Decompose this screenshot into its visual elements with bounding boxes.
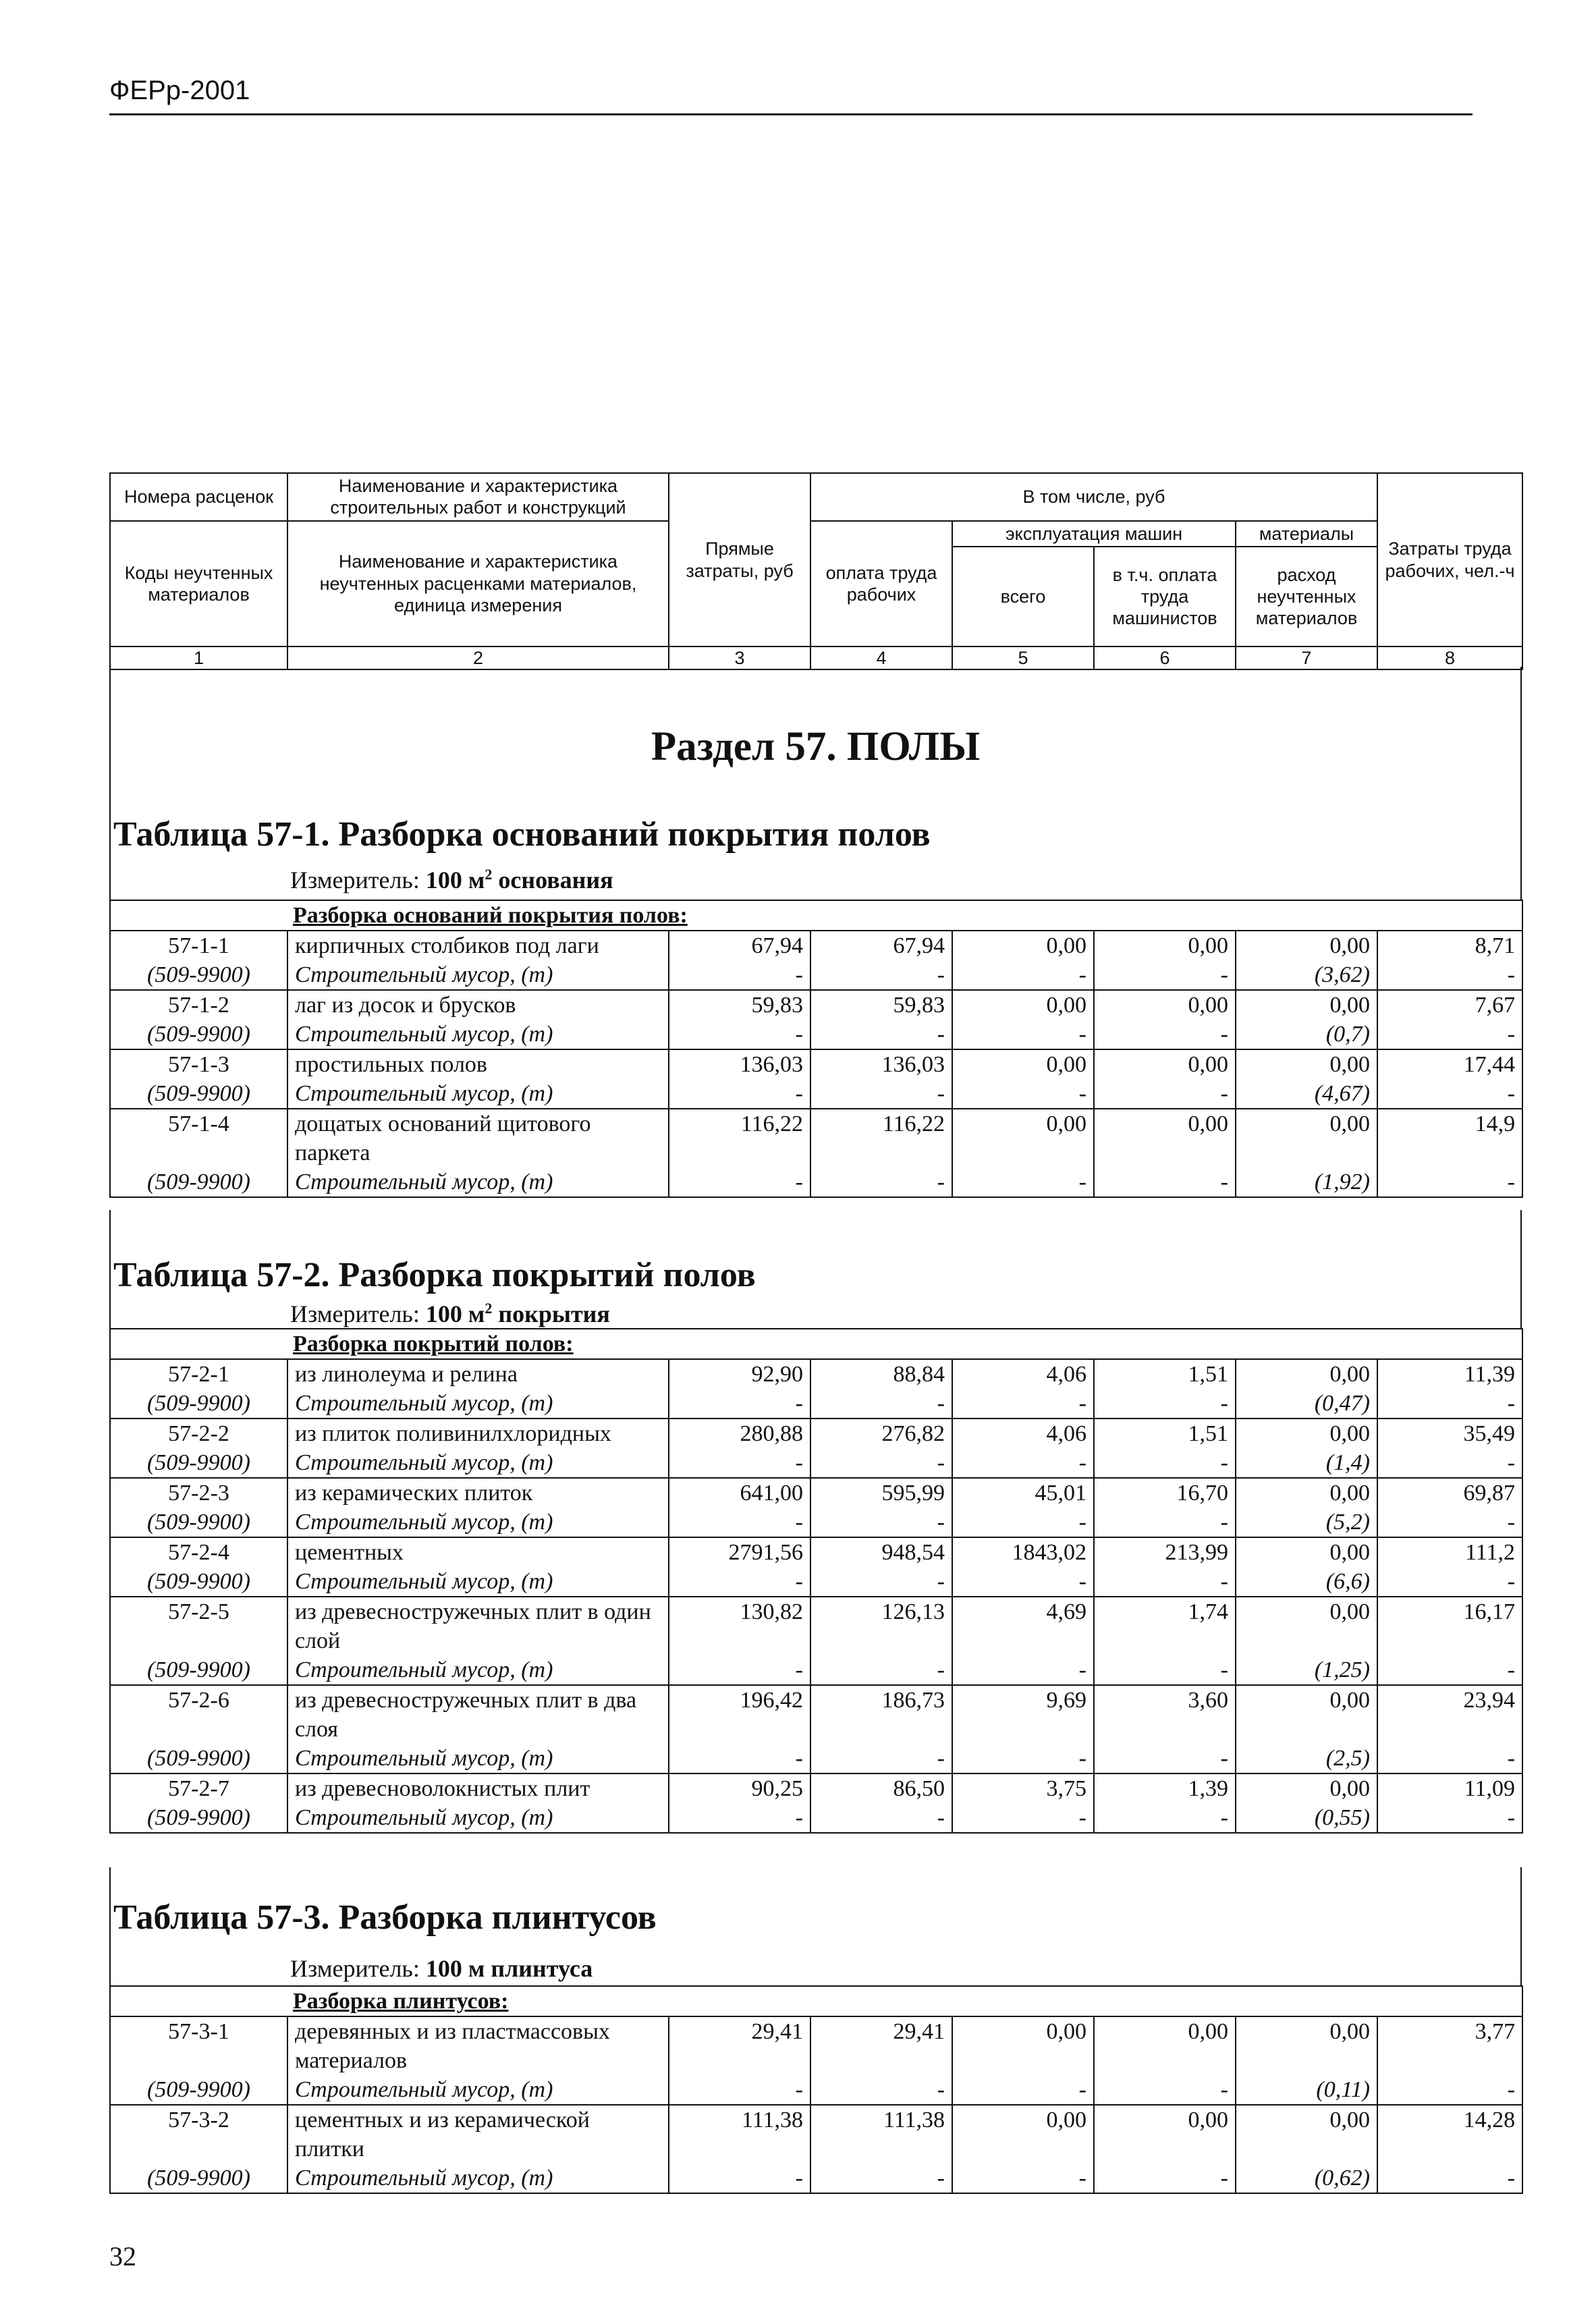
value-c6: 16,70 (1094, 1478, 1236, 1508)
material-consumption: (1,25) (1236, 1655, 1377, 1685)
meter-value: 100 м (425, 1300, 485, 1327)
material-m3: - (669, 1508, 810, 1537)
material-m5: - (952, 2164, 1094, 2193)
rate-code: 57-2-7 (110, 1773, 287, 1803)
value-c7: 0,00 (1236, 1359, 1377, 1389)
material-name: Строительный мусор, (т) (287, 1567, 669, 1597)
value-c8: 16,17 (1377, 1597, 1522, 1655)
material-m6: - (1094, 1389, 1236, 1419)
value-c4: 86,50 (810, 1773, 952, 1803)
rate-code: 57-2-3 (110, 1478, 287, 1508)
material-m8: - (1377, 1389, 1522, 1419)
material-m3: - (669, 1744, 810, 1773)
material-code: (509-9900) (110, 1167, 287, 1197)
section-frame (109, 667, 1522, 900)
value-c6: 0,00 (1094, 931, 1236, 960)
material-m8: - (1377, 960, 1522, 990)
material-row (110, 1167, 1522, 1197)
material-name: Строительный мусор, (т) (287, 1389, 669, 1419)
value-c8: 35,49 (1377, 1419, 1522, 1448)
material-m6: - (1094, 2164, 1236, 2193)
work-name: из древесностружечных плит в два слоя (287, 1685, 669, 1744)
material-m8: - (1377, 2075, 1522, 2105)
value-c7: 0,00 (1236, 2016, 1377, 2075)
value-c3: 111,38 (669, 2105, 810, 2164)
work-name: простильных полов (287, 1049, 669, 1079)
value-c6: 1,39 (1094, 1773, 1236, 1803)
material-row (110, 1803, 1522, 1833)
value-c7: 0,00 (1236, 1773, 1377, 1803)
header-col2-bottom: Наименование и характеристика неучтенных расценками материалов, единица измерения (287, 521, 669, 646)
table-row (110, 1597, 1522, 1655)
material-code: (509-9900) (110, 960, 287, 990)
material-m6: - (1094, 1803, 1236, 1833)
material-consumption: (1,4) (1236, 1448, 1377, 1478)
value-c6: 0,00 (1094, 2016, 1236, 2075)
material-m3: - (669, 2164, 810, 2193)
value-c5: 0,00 (952, 2016, 1094, 2075)
meter-exponent: 2 (485, 1300, 493, 1317)
header-number: 5 (952, 646, 1094, 669)
header-group: В том числе, руб (810, 473, 1377, 521)
value-c7: 0,00 (1236, 931, 1377, 960)
material-m4: - (810, 1020, 952, 1049)
material-m6: - (1094, 1079, 1236, 1109)
value-c8: 7,67 (1377, 990, 1522, 1020)
value-c3: 67,94 (669, 931, 810, 960)
value-c3: 29,41 (669, 2016, 810, 2075)
material-m8: - (1377, 1655, 1522, 1685)
material-m6: - (1094, 1508, 1236, 1537)
material-row (110, 1567, 1522, 1597)
value-c6: 3,60 (1094, 1685, 1236, 1744)
value-c5: 4,69 (952, 1597, 1094, 1655)
material-consumption: (6,6) (1236, 1567, 1377, 1597)
value-c3: 59,83 (669, 990, 810, 1020)
value-c4: 67,94 (810, 931, 952, 960)
material-m8: - (1377, 1448, 1522, 1478)
group-title: Разборка покрытий полов: (293, 1331, 574, 1356)
work-name: лаг из досок и брусков (287, 990, 669, 1020)
value-c8: 14,9 (1377, 1109, 1522, 1167)
value-c6: 0,00 (1094, 1049, 1236, 1079)
material-m6: - (1094, 960, 1236, 990)
material-m8: - (1377, 1079, 1522, 1109)
header-materials: материалы (1236, 521, 1377, 547)
material-row (110, 1655, 1522, 1685)
value-c4: 595,99 (810, 1478, 952, 1508)
value-c6: 0,00 (1094, 990, 1236, 1020)
material-m3: - (669, 2075, 810, 2105)
work-name: из плиток поливинилхлоридных (287, 1419, 669, 1448)
value-c8: 11,39 (1377, 1359, 1522, 1389)
value-c3: 2791,56 (669, 1537, 810, 1567)
material-m5: - (952, 1448, 1094, 1478)
material-m5: - (952, 1803, 1094, 1833)
material-m3: - (669, 1167, 810, 1197)
value-c4: 111,38 (810, 2105, 952, 2164)
material-consumption: (3,62) (1236, 960, 1377, 990)
work-name: из древесностружечных плит в один слой (287, 1597, 669, 1655)
meter-unit: основания (492, 866, 613, 893)
value-c4: 126,13 (810, 1597, 952, 1655)
material-m3: - (669, 1655, 810, 1685)
meter-label: Измеритель: (290, 1955, 420, 1982)
header-number: 1 (110, 646, 287, 669)
value-c5: 0,00 (952, 1049, 1094, 1079)
material-m8: - (1377, 2164, 1522, 2193)
rate-code: 57-2-4 (110, 1537, 287, 1567)
rate-code: 57-2-5 (110, 1597, 287, 1655)
table-row (110, 2105, 1522, 2164)
header-rule (109, 113, 1473, 115)
rate-code: 57-2-2 (110, 1419, 287, 1448)
material-m4: - (810, 1167, 952, 1197)
material-name: Строительный мусор, (т) (287, 1020, 669, 1049)
value-c8: 69,87 (1377, 1478, 1522, 1508)
value-c3: 280,88 (669, 1419, 810, 1448)
rate-code: 57-3-1 (110, 2016, 287, 2075)
material-m4: - (810, 1744, 952, 1773)
material-m4: - (810, 1448, 952, 1478)
value-c5: 4,06 (952, 1359, 1094, 1389)
header-col8: Затраты труда рабочих, чел.-ч (1377, 473, 1522, 646)
material-row (110, 2075, 1522, 2105)
value-c8: 17,44 (1377, 1049, 1522, 1079)
material-name: Строительный мусор, (т) (287, 2164, 669, 2193)
value-c6: 213,99 (1094, 1537, 1236, 1567)
material-m5: - (952, 1079, 1094, 1109)
material-name: Строительный мусор, (т) (287, 1508, 669, 1537)
work-name: цементных (287, 1537, 669, 1567)
material-code: (509-9900) (110, 1744, 287, 1773)
material-row (110, 1744, 1522, 1773)
material-consumption: (0,47) (1236, 1389, 1377, 1419)
table-title-57-3: Таблица 57-3. Разборка плинтусов (113, 1898, 657, 1937)
rates-table-57-3 (109, 1985, 1523, 2194)
material-row (110, 2164, 1522, 2193)
material-consumption: (2,5) (1236, 1744, 1377, 1773)
material-m3: - (669, 1079, 810, 1109)
table-row (110, 1685, 1522, 1744)
running-head: ФЕРр-2001 (109, 76, 250, 105)
table-row (110, 1359, 1522, 1389)
meter-label: Измеритель: (290, 866, 420, 893)
table-row (110, 2016, 1522, 2075)
material-m3: - (669, 1803, 810, 1833)
value-c6: 0,00 (1094, 1109, 1236, 1167)
value-c3: 641,00 (669, 1478, 810, 1508)
material-m8: - (1377, 1744, 1522, 1773)
header-col1-bottom: Коды неучтенных материалов (110, 521, 287, 646)
value-c6: 1,51 (1094, 1359, 1236, 1389)
value-c5: 0,00 (952, 990, 1094, 1020)
material-consumption: (0,55) (1236, 1803, 1377, 1833)
table-row (110, 931, 1522, 960)
value-c5: 0,00 (952, 1109, 1094, 1167)
value-c8: 11,09 (1377, 1773, 1522, 1803)
material-m6: - (1094, 2075, 1236, 2105)
table-title-57-2: Таблица 57-2. Разборка покрытий полов (113, 1256, 756, 1294)
value-c4: 88,84 (810, 1359, 952, 1389)
material-m6: - (1094, 1020, 1236, 1049)
material-m4: - (810, 1567, 952, 1597)
header-number: 3 (669, 646, 810, 669)
material-m6: - (1094, 1655, 1236, 1685)
material-consumption: (0,62) (1236, 2164, 1377, 2193)
material-code: (509-9900) (110, 1389, 287, 1419)
header-col2-top: Наименование и характеристика строительных работ и конструкций (287, 473, 669, 521)
material-code: (509-9900) (110, 1803, 287, 1833)
table-row (110, 1478, 1522, 1508)
page-number: 32 (109, 2241, 136, 2272)
material-m5: - (952, 1508, 1094, 1537)
material-code: (509-9900) (110, 1079, 287, 1109)
material-m6: - (1094, 1167, 1236, 1197)
value-c5: 1843,02 (952, 1537, 1094, 1567)
value-c3: 196,42 (669, 1685, 810, 1744)
material-code: (509-9900) (110, 2164, 287, 2193)
material-row (110, 1079, 1522, 1109)
value-c5: 0,00 (952, 931, 1094, 960)
rate-code: 57-3-2 (110, 2105, 287, 2164)
value-c5: 9,69 (952, 1685, 1094, 1744)
value-c5: 45,01 (952, 1478, 1094, 1508)
header-machines: эксплуатация машин (952, 521, 1236, 547)
material-m4: - (810, 2075, 952, 2105)
value-c5: 0,00 (952, 2105, 1094, 2164)
material-m8: - (1377, 1167, 1522, 1197)
material-consumption: (5,2) (1236, 1508, 1377, 1537)
material-m8: - (1377, 1567, 1522, 1597)
material-m4: - (810, 2164, 952, 2193)
section-title: Раздел 57. ПОЛЫ (651, 724, 981, 769)
material-m8: - (1377, 1803, 1522, 1833)
material-m4: - (810, 1655, 952, 1685)
work-name: цементных и из керамической плитки (287, 2105, 669, 2164)
value-c4: 116,22 (810, 1109, 952, 1167)
value-c4: 948,54 (810, 1537, 952, 1567)
material-m4: - (810, 960, 952, 990)
value-c7: 0,00 (1236, 1597, 1377, 1655)
table-row (110, 1419, 1522, 1448)
material-m4: - (810, 1389, 952, 1419)
header-number: 2 (287, 646, 669, 669)
material-code: (509-9900) (110, 1508, 287, 1537)
material-m3: - (669, 1389, 810, 1419)
value-c6: 1,74 (1094, 1597, 1236, 1655)
meter-unit: покрытия (492, 1300, 610, 1327)
value-c3: 130,82 (669, 1597, 810, 1655)
rate-code: 57-2-1 (110, 1359, 287, 1389)
rates-table-57-1 (109, 900, 1523, 1198)
rate-code: 57-1-1 (110, 931, 287, 960)
column-header-table (109, 472, 1523, 670)
value-c7: 0,00 (1236, 2105, 1377, 2164)
value-c3: 90,25 (669, 1773, 810, 1803)
value-c7: 0,00 (1236, 1049, 1377, 1079)
work-name: кирпичных столбиков под лаги (287, 931, 669, 960)
material-m3: - (669, 1448, 810, 1478)
material-name: Строительный мусор, (т) (287, 2075, 669, 2105)
material-name: Строительный мусор, (т) (287, 1079, 669, 1109)
value-c4: 29,41 (810, 2016, 952, 2075)
value-c4: 186,73 (810, 1685, 952, 1744)
material-m5: - (952, 2075, 1094, 2105)
value-c4: 59,83 (810, 990, 952, 1020)
table-row (110, 1537, 1522, 1567)
material-name: Строительный мусор, (т) (287, 1167, 669, 1197)
material-name: Строительный мусор, (т) (287, 1744, 669, 1773)
work-name: из линолеума и релина (287, 1359, 669, 1389)
table-row (110, 1049, 1522, 1079)
material-row (110, 1020, 1522, 1049)
material-m4: - (810, 1803, 952, 1833)
value-c3: 136,03 (669, 1049, 810, 1079)
table-title-57-1: Таблица 57-1. Разборка оснований покрытия полов (113, 815, 931, 854)
value-c5: 4,06 (952, 1419, 1094, 1448)
work-name: дощатых оснований щитового паркета (287, 1109, 669, 1167)
value-c8: 23,94 (1377, 1685, 1522, 1744)
material-code: (509-9900) (110, 1448, 287, 1478)
header-number: 7 (1236, 646, 1377, 669)
material-row (110, 1448, 1522, 1478)
value-c8: 111,2 (1377, 1537, 1522, 1567)
group-title: Разборка оснований покрытия полов: (293, 903, 688, 928)
material-m3: - (669, 1567, 810, 1597)
material-m5: - (952, 1744, 1094, 1773)
material-consumption: (0,7) (1236, 1020, 1377, 1049)
meter-value: 100 м (425, 866, 485, 893)
value-c6: 0,00 (1094, 2105, 1236, 2164)
material-m6: - (1094, 1567, 1236, 1597)
material-consumption: (1,92) (1236, 1167, 1377, 1197)
material-m4: - (810, 1508, 952, 1537)
material-m8: - (1377, 1508, 1522, 1537)
table-meter (290, 1954, 593, 1983)
table-row (110, 1773, 1522, 1803)
value-c6: 1,51 (1094, 1419, 1236, 1448)
header-number: 4 (810, 646, 952, 669)
table-meter (290, 866, 613, 894)
rate-code: 57-1-4 (110, 1109, 287, 1167)
material-m8: - (1377, 1020, 1522, 1049)
meter-exponent: 2 (485, 866, 493, 883)
header-number: 6 (1094, 646, 1236, 669)
meter-label: Измеритель: (290, 1300, 420, 1327)
work-name: деревянных и из пластмассовых материалов (287, 2016, 669, 2075)
value-c8: 14,28 (1377, 2105, 1522, 2164)
rate-code: 57-1-2 (110, 990, 287, 1020)
header-col4: оплата труда рабочих (810, 521, 952, 646)
table-row (110, 990, 1522, 1020)
value-c7: 0,00 (1236, 1109, 1377, 1167)
header-number: 8 (1377, 646, 1522, 669)
value-c3: 92,90 (669, 1359, 810, 1389)
value-c8: 8,71 (1377, 931, 1522, 960)
header-col5: всего (952, 547, 1094, 646)
header-col3: Прямые затраты, руб (669, 473, 810, 646)
rate-code: 57-1-3 (110, 1049, 287, 1079)
value-c7: 0,00 (1236, 1685, 1377, 1744)
header-col1-top: Номера расценок (110, 473, 287, 521)
rates-table-57-2 (109, 1328, 1523, 1834)
rate-code: 57-2-6 (110, 1685, 287, 1744)
value-c5: 3,75 (952, 1773, 1094, 1803)
work-name: из древесноволокнистых плит (287, 1773, 669, 1803)
material-name: Строительный мусор, (т) (287, 1448, 669, 1478)
value-c4: 136,03 (810, 1049, 952, 1079)
material-m3: - (669, 960, 810, 990)
material-code: (509-9900) (110, 1020, 287, 1049)
value-c8: 3,77 (1377, 2016, 1522, 2075)
value-c4: 276,82 (810, 1419, 952, 1448)
material-name: Строительный мусор, (т) (287, 1803, 669, 1833)
material-m6: - (1094, 1448, 1236, 1478)
material-m5: - (952, 1020, 1094, 1049)
material-row (110, 1508, 1522, 1537)
header-col7: расход неучтенных материалов (1236, 547, 1377, 646)
value-c3: 116,22 (669, 1109, 810, 1167)
material-m6: - (1094, 1744, 1236, 1773)
material-row (110, 960, 1522, 990)
table-meter (290, 1300, 610, 1328)
group-title: Разборка плинтусов: (293, 1989, 509, 2014)
material-code: (509-9900) (110, 1655, 287, 1685)
material-m3: - (669, 1020, 810, 1049)
material-m5: - (952, 1389, 1094, 1419)
material-m5: - (952, 1567, 1094, 1597)
value-c7: 0,00 (1236, 990, 1377, 1020)
material-m5: - (952, 1655, 1094, 1685)
value-c7: 0,00 (1236, 1419, 1377, 1448)
material-code: (509-9900) (110, 1567, 287, 1597)
material-row (110, 1389, 1522, 1419)
material-code: (509-9900) (110, 2075, 287, 2105)
table-row (110, 1109, 1522, 1167)
material-m4: - (810, 1079, 952, 1109)
header-col6: в т.ч. оплата труда машинистов (1094, 547, 1236, 646)
material-m5: - (952, 1167, 1094, 1197)
material-consumption: (0,11) (1236, 2075, 1377, 2105)
material-consumption: (4,67) (1236, 1079, 1377, 1109)
material-name: Строительный мусор, (т) (287, 1655, 669, 1685)
work-name: из керамических плиток (287, 1478, 669, 1508)
material-m5: - (952, 960, 1094, 990)
value-c7: 0,00 (1236, 1537, 1377, 1567)
value-c7: 0,00 (1236, 1478, 1377, 1508)
meter-value: 100 м плинтуса (425, 1955, 593, 1982)
material-name: Строительный мусор, (т) (287, 960, 669, 990)
